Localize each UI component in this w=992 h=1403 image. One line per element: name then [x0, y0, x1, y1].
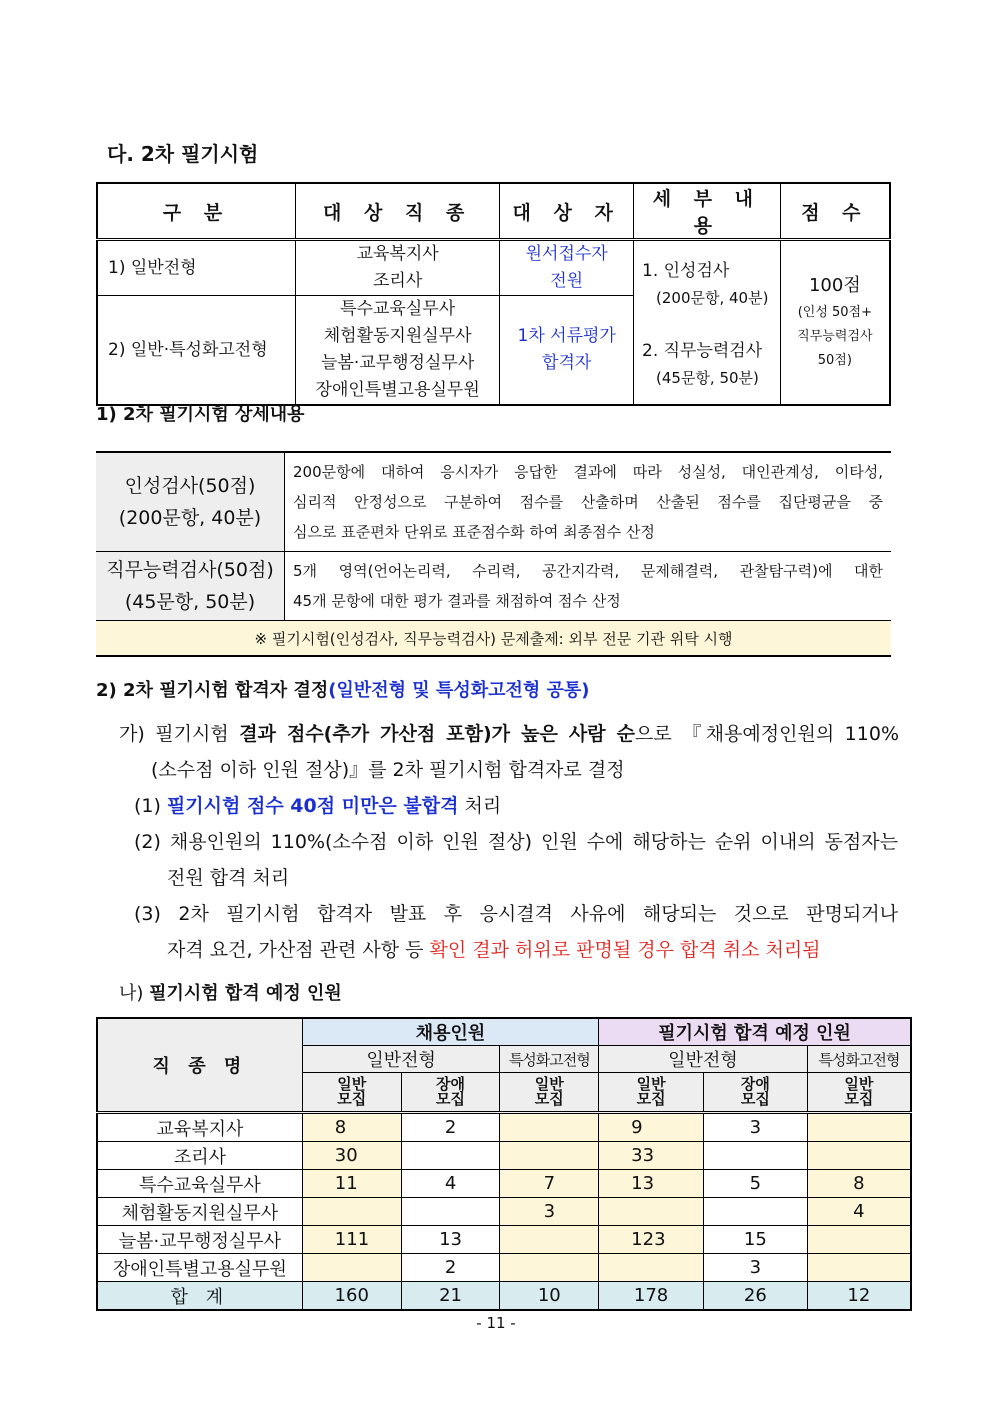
- subsection-title-highlight: (일반전형 및 특성화고전형 공통): [328, 680, 590, 701]
- table-row: [96, 621, 891, 657]
- count-cell: 123: [599, 1226, 704, 1254]
- para-text: 가) 필기시험: [119, 723, 240, 745]
- header-vocational: 특성화고전형: [807, 1046, 911, 1073]
- item-text: 처리: [458, 795, 502, 817]
- header-category: 구 분: [97, 183, 295, 240]
- job-name-cell: 늘봄·교무행정실무사: [97, 1226, 302, 1254]
- count-cell: [401, 1198, 500, 1226]
- count-cell: 3: [500, 1198, 599, 1226]
- target-text: 전원: [550, 271, 584, 291]
- written-exam-overview-table: [96, 182, 891, 406]
- item-2-line1: (2) 채용인원의 110%(소수점 이하 인원 절상) 인원 수에 해당하는 순위 이내의 동점자는: [134, 831, 898, 853]
- item-text: 자격 요건, 가산점 관련 사항 등: [167, 939, 430, 961]
- count-cell: 15: [704, 1226, 808, 1254]
- count-cell: 4: [807, 1198, 911, 1226]
- count-cell: [401, 1142, 500, 1170]
- exam-details-table: [96, 451, 891, 657]
- row1-jobs: [295, 240, 499, 296]
- sub-header-text: 일반 모집: [636, 1075, 666, 1108]
- table-row: [97, 1226, 911, 1254]
- item-red-text: 확인 결과 허위로 판명될 경우 합격 취소 처리됨: [429, 939, 821, 961]
- subsection-prefix: 나): [119, 983, 150, 1004]
- desc-line: 200문항에 대하여 응시자가 응답한 결과에 따라 성실성, 대인관계성, 이타성,: [293, 463, 883, 481]
- detail-line: (45문항, 50분): [656, 368, 759, 387]
- job-name: 체험활동지원실무사: [323, 326, 472, 346]
- table-row: [97, 1198, 911, 1226]
- job-name: 늘봄·교무행정실무사: [321, 353, 475, 373]
- subsection-title-text: 2) 2차 필기시험 합격자 결정: [96, 680, 329, 701]
- sub-header-text: 장애 모집: [436, 1075, 466, 1108]
- table-row: [96, 452, 891, 552]
- job-name-cell: 특수교육실무사: [97, 1170, 302, 1198]
- target-text: 1차 서류평가: [517, 326, 616, 346]
- aptitude-test-label: [96, 552, 285, 621]
- aptitude-test-desc: [285, 552, 892, 621]
- outsourcing-note: ※ 필기시험(인성검사, 직무능력검사) 문제출제: 외부 전문 기관 위탁 시행: [96, 621, 891, 657]
- table-header-row: [97, 1018, 911, 1046]
- header-general: 일반전형: [599, 1046, 808, 1073]
- item-number: (1): [134, 795, 167, 817]
- label-line: 인성검사(50점): [124, 475, 256, 497]
- row1-type: 1) 일반전형: [97, 240, 295, 296]
- count-cell: [599, 1254, 704, 1282]
- total-cell: 12: [807, 1282, 911, 1311]
- detail-line: 2. 직무능력검사: [642, 340, 763, 361]
- paragraph-ga-line1: [119, 716, 899, 752]
- total-cell: 21: [401, 1282, 500, 1311]
- subsection-title-pass: [96, 676, 590, 702]
- job-name: 장애인특별고용실무원: [315, 380, 480, 400]
- total-cell: 10: [500, 1282, 599, 1311]
- count-cell: [704, 1142, 808, 1170]
- expected-pass-count-table: [96, 1017, 912, 1311]
- count-cell: [500, 1254, 599, 1282]
- table-row: [97, 240, 890, 296]
- count-cell: 5: [704, 1170, 808, 1198]
- desc-line: 45개 문항에 대한 평가 결과를 채점하여 점수 산정: [293, 592, 621, 610]
- label-line: 직무능력검사(50점): [106, 559, 274, 581]
- total-row: [97, 1282, 911, 1311]
- count-cell: 13: [401, 1226, 500, 1254]
- desc-line: 심리적 안정성으로 구분하여 점수를 산출하며 산출된 점수를 집단평균을 중: [293, 493, 883, 511]
- count-cell: 11: [302, 1170, 401, 1198]
- header-disabled-recruit: [704, 1073, 808, 1113]
- count-cell: 3: [704, 1254, 808, 1282]
- detail-line: 1. 인성검사: [642, 260, 730, 281]
- header-target: 대 상 자: [500, 183, 634, 240]
- count-cell: [500, 1226, 599, 1254]
- count-cell: 7: [500, 1170, 599, 1198]
- header-general-recruit: [807, 1073, 911, 1113]
- table-row: [97, 1113, 911, 1142]
- count-cell: 9: [599, 1113, 704, 1142]
- table-row: [97, 1170, 911, 1198]
- count-cell: 8: [302, 1113, 401, 1142]
- total-cell: 160: [302, 1282, 401, 1311]
- count-cell: 3: [704, 1113, 808, 1142]
- count-cell: 111: [302, 1226, 401, 1254]
- count-cell: [500, 1113, 599, 1142]
- row2-target: [500, 296, 634, 406]
- table-row: [97, 1142, 911, 1170]
- target-text: 합격자: [542, 353, 592, 373]
- total-cell: 178: [599, 1282, 704, 1311]
- total-label: 합 계: [97, 1282, 302, 1311]
- table-body: [97, 1113, 911, 1282]
- header-expected-pass: 필기시험 합격 예정 인원: [599, 1018, 911, 1046]
- count-cell: 33: [599, 1142, 704, 1170]
- count-cell: [807, 1254, 911, 1282]
- header-hiring-count: 채용인원: [302, 1018, 598, 1046]
- header-score: 점 수: [780, 183, 890, 240]
- score-main: 100점: [808, 275, 861, 296]
- header-general: 일반전형: [302, 1046, 500, 1073]
- item-3-line1: (3) 2차 필기시험 합격자 발표 후 응시결격 사유에 해당되는 것으로 판명되거나: [134, 903, 898, 925]
- header-details: 세 부 내 용: [634, 183, 781, 240]
- score-cell: [780, 240, 890, 406]
- table-header-row: [97, 183, 890, 240]
- sub-header-text: 장애 모집: [740, 1075, 770, 1108]
- job-name-cell: 장애인특별고용실무원: [97, 1254, 302, 1282]
- count-cell: [807, 1226, 911, 1254]
- count-cell: [807, 1113, 911, 1142]
- job-name-cell: 교육복지사: [97, 1113, 302, 1142]
- para-text: 으로 『채용예정인원의 110%: [635, 723, 899, 745]
- item-2-line2: 전원 합격 처리: [167, 867, 290, 889]
- job-name-cell: 조리사: [97, 1142, 302, 1170]
- section-title: 다. 2차 필기시험: [107, 142, 259, 166]
- label-line: (45문항, 50분): [124, 591, 256, 613]
- desc-line: 5개 영역(언어논리력, 수리력, 공간지각력, 문제해결력, 관찰탐구력)에 대한: [293, 562, 883, 580]
- count-cell: 2: [401, 1113, 500, 1142]
- header-general-recruit: [302, 1073, 401, 1113]
- row2-type: 2) 일반·특성화고전형: [97, 296, 295, 406]
- job-name: 특수교육실무사: [340, 299, 456, 319]
- table-row: [96, 552, 891, 621]
- header-disabled-recruit: [401, 1073, 500, 1113]
- personality-test-desc: [285, 452, 892, 552]
- score-sub: (인성 50점+: [797, 305, 873, 320]
- count-cell: [500, 1142, 599, 1170]
- label-line: (200문항, 40분): [118, 507, 262, 529]
- count-cell: 2: [401, 1254, 500, 1282]
- job-name: 조리사: [373, 271, 423, 291]
- paragraph-ga-line2: (소수점 이하 인원 절상)』를 2차 필기시험 합격자로 결정: [151, 759, 625, 781]
- count-cell: [302, 1198, 401, 1226]
- count-cell: 4: [401, 1170, 500, 1198]
- count-cell: [599, 1198, 704, 1226]
- job-name: 교육복지사: [356, 244, 439, 264]
- count-cell: [302, 1254, 401, 1282]
- detail-line: (200문항, 40분): [656, 288, 769, 307]
- count-cell: 8: [807, 1170, 911, 1198]
- row2-jobs: [295, 296, 499, 406]
- subsection-title-details: 1) 2차 필기시험 상세내용: [96, 404, 305, 425]
- header-vocational: 특성화고전형: [500, 1046, 599, 1073]
- sub-header-text: 일반 모집: [337, 1075, 367, 1108]
- sub-header-text: 일반 모집: [534, 1075, 564, 1108]
- count-cell: 30: [302, 1142, 401, 1170]
- item-bold: 필기시험 점수 40점 미만은 불합격: [166, 795, 459, 817]
- score-sub: 50점): [817, 353, 852, 368]
- header-job-type: 대 상 직 종: [295, 183, 499, 240]
- header-general-recruit: [500, 1073, 599, 1113]
- row1-target: [500, 240, 634, 296]
- target-text: 원서접수자: [525, 244, 608, 264]
- table-row: [97, 1254, 911, 1282]
- job-name-cell: 체험활동지원실무사: [97, 1198, 302, 1226]
- subsection-bold: 필기시험 합격 예정 인원: [149, 983, 342, 1004]
- page-number: - 11 -: [476, 1314, 516, 1332]
- desc-line: 심으로 표준편차 단위로 표준점수화 하여 최종점수 산정: [293, 523, 655, 541]
- item-1: [134, 788, 501, 824]
- count-cell: [704, 1198, 808, 1226]
- count-cell: [807, 1142, 911, 1170]
- header-job-name: 직 종 명: [97, 1018, 302, 1113]
- count-cell: 13: [599, 1170, 704, 1198]
- details-cell: [634, 240, 781, 406]
- para-bold: 결과 점수(추가 가산점 포함)가 높은 사람 순: [239, 723, 636, 745]
- score-sub: 직무능력검사: [797, 329, 873, 344]
- total-cell: 26: [704, 1282, 808, 1311]
- header-general-recruit: [599, 1073, 704, 1113]
- personality-test-label: [96, 452, 285, 552]
- subsection-na: [119, 976, 342, 1012]
- item-3-line2: [167, 932, 821, 968]
- sub-header-text: 일반 모집: [844, 1075, 874, 1108]
